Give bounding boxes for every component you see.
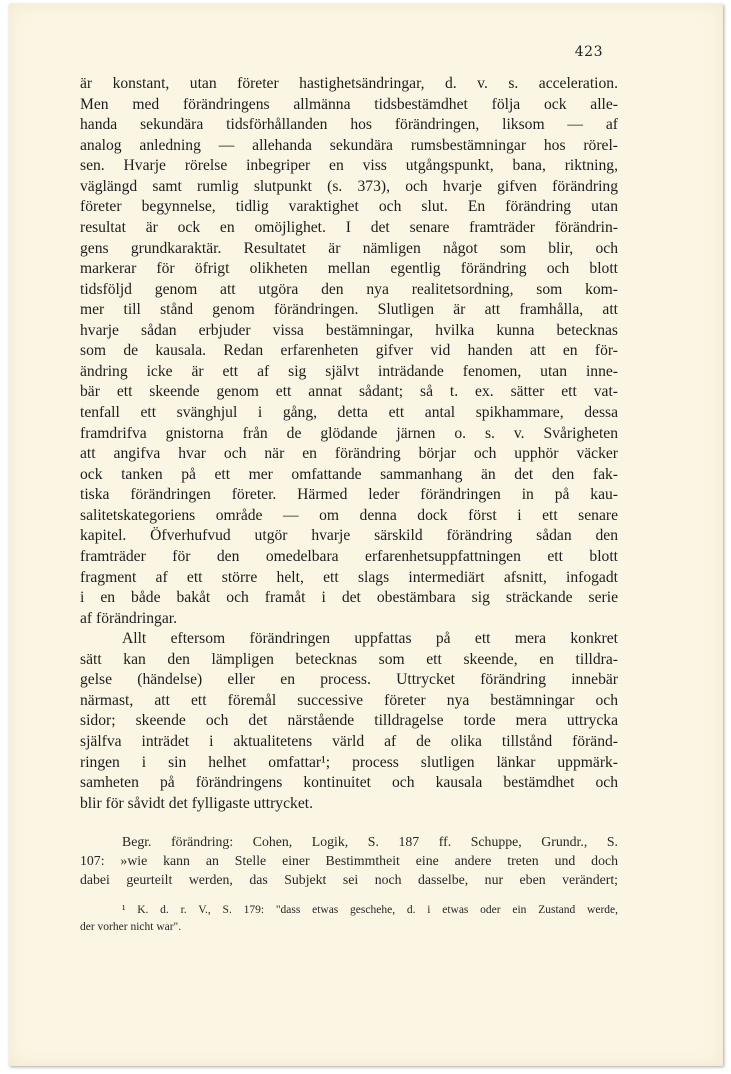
text-line: tidsföljd genom att utgöra den nya realitetsordning, som kom-: [80, 280, 618, 298]
text-line: tiska förändringen företer. Härmed leder förändringen in på kau-: [80, 486, 618, 504]
note-line: 107: »wie kann an Stelle einer Bestimmtheit eine andere treten und doch: [80, 853, 618, 868]
text-line: sen. Hvarje rörelse inbegriper en viss utgångspunkt, bana, riktning,: [80, 157, 618, 175]
book-page: [9, 4, 723, 1066]
text-line: själfva inträdet i aktualitetens värld af de olika tillstånd föränd-: [80, 733, 618, 750]
text-line: handa sekundära tidsförhållanden hos förändringen, liksom — af: [80, 116, 618, 134]
text-line: gens grundkaraktär. Resultatet är nämligen något som blir, och: [80, 239, 618, 257]
text-line: sidor; skeende och det närstående tilldragelse torde mera uttrycka: [80, 712, 618, 730]
text-line: framträder för den omedelbara erfarenhetsuppfattningen ett blott: [80, 547, 618, 565]
text-line: ringen i sin helhet omfattar¹; process slutligen länkar uppmärk-: [80, 753, 618, 771]
text-line: Men med förändringens allmänna tidsbestämdhet följa ock alle-: [80, 95, 618, 113]
text-line: fragment af ett större helt, ett slags intermediärt afsnitt, infogadt: [80, 568, 618, 586]
text-line: blir för såvidt det fylligaste uttrycket.: [80, 794, 313, 812]
note-line: dabei geurteilt werden, das Subjekt sei noch dasselbe, nur eben verändert;: [80, 872, 618, 887]
text-line: som de kausala. Redan erfarenheten gifver vid handen att en för-: [80, 342, 618, 360]
footnote-line: der vorher nicht war".: [80, 921, 182, 933]
text-line: Allt eftersom förändringen uppfattas på ett mera konkret: [122, 630, 618, 648]
text-line: kapitel. Öfverhufvud utgör hvarje särskild förändring sådan den: [80, 527, 618, 545]
text-line: hvarje sådan erbjuder vissa bestämningar, hvilka kunna betecknas: [80, 321, 618, 339]
text-line: ändring icke är ett af sig självt inträdande fenomen, utan inne-: [80, 362, 618, 380]
text-line: bär ett skeende genom ett annat sådant; så t. ex. sätter ett vat-: [80, 383, 618, 401]
text-line: mer till stånd genom förändringen. Slutligen är att framhålla, att: [80, 301, 618, 319]
text-line: tenfall ett svänghjul i gång, detta ett antal spikhammare, dessa: [80, 404, 618, 421]
text-line: i en både bakåt och framåt i det obestämbara sig sträckande serie: [80, 589, 618, 607]
text-line: framdrifva gnistorna från de glödande järnen o. s. v. Svårigheten: [80, 424, 618, 442]
text-line: att angifva hvar och när en förändring börjar och upphör väcker: [80, 445, 618, 463]
text-line: resultat är ock en omöjlighet. I det senare framträder förändrin-: [80, 218, 618, 236]
text-line: samheten på förändringens kontinuitet och kausala bestämdhet och: [80, 774, 618, 792]
text-line: ock tanken på ett mer omfattande sammanhang än det den fak-: [80, 465, 618, 483]
text-line: väglängd samt rumlig slutpunkt (s. 373), och hvarje gifven förändring: [80, 177, 618, 195]
text-line: af förändringar.: [80, 609, 177, 627]
text-line: markerar för öfrigt olikheten mellan egentlig förändring och blott: [80, 260, 618, 278]
text-line: är konstant, utan företer hastighetsändringar, d. v. s. acceleration.: [80, 75, 618, 92]
page-number: 423: [574, 44, 603, 60]
note-line: Begr. förändring: Cohen, Logik, S. 187 ff. Schuppe, Grundr., S.: [122, 834, 618, 849]
text-line: gelse (händelse) eller en process. Uttrycket förändring innebär: [80, 671, 618, 689]
bibliographic-note: [80, 832, 618, 889]
text-line: närmast, att ett föremål successive företer nya bestämningar och: [80, 691, 618, 709]
footnote-line: ¹ K. d. r. V., S. 179: "dass etwas geschehe, d. i etwas oder ein Zustand werde,: [122, 904, 618, 916]
text-line: analog anledning — allehanda sekundära rumsbestämningar hos rörel-: [80, 136, 618, 154]
text-line: sätt kan den lämpligen betecknas som ett skeende, en tilldra-: [80, 650, 618, 668]
text-line: salitetskategoriens område — om denna dock först i ett senare: [80, 506, 618, 524]
text-line: företer begynnelse, tidlig varaktighet och slut. En förändring utan: [80, 198, 618, 216]
body-text: [80, 74, 618, 814]
footnote: [80, 902, 618, 936]
